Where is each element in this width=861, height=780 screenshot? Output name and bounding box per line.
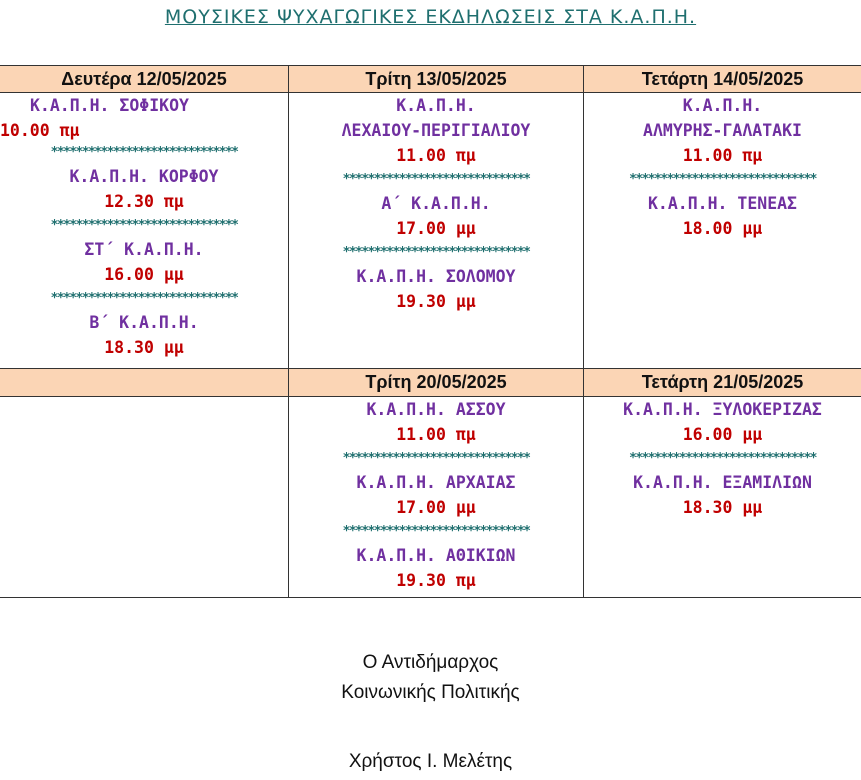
event-time: 16.00 μμ [682, 425, 763, 444]
header-empty [0, 368, 288, 397]
header-monday-12: Δευτέρα 12/05/2025 [0, 65, 288, 93]
event-name: ΣΤ΄ Κ.Α.Π.Η. [84, 240, 204, 259]
event-time: 12.30 πμ [104, 192, 184, 211]
event-time: 11.00 πμ [396, 146, 476, 165]
signature-role-line2: Κοινωνικής Πολιτικής [341, 682, 520, 703]
event-time: 18.00 μμ [682, 219, 763, 238]
header-wednesday-14: Τετάρτη 14/05/2025 [583, 65, 861, 93]
header-tuesday-13: Τρίτη 13/05/2025 [288, 65, 583, 93]
event-name: Κ.Α.Π.Η. ΑΡΧΑΙΑΣ [356, 473, 516, 492]
cell-empty [0, 397, 288, 598]
event-name: Κ.Α.Π.Η. ΕΞΑΜΙΛΙΩΝ [633, 473, 812, 492]
signature-name: Χρήστος Ι. Μελέτης [348, 751, 513, 772]
event-item [289, 93, 583, 168]
event-time: 16.00 μμ [104, 265, 184, 284]
event-name: Β΄ Κ.Α.Π.Η. [89, 313, 199, 332]
separator: ****************************** [342, 245, 530, 260]
header-wednesday-21: Τετάρτη 21/05/2025 [583, 368, 861, 397]
event-name: Κ.Α.Π.Η. ΣΟΦΙΚΟΥ [30, 96, 189, 115]
event-time: 10.00 πμ [0, 121, 80, 140]
event-name: Κ.Α.Π.Η. ΞΥΛΟΚΕΡΙΖΑΣ [623, 400, 822, 419]
separator: ****************************** [50, 291, 238, 306]
separator: ****************************** [629, 172, 816, 187]
event-name: Κ.Α.Π.Η. ΚΟΡΦΟΥ [69, 167, 219, 186]
event-item [289, 470, 583, 520]
event-item [289, 397, 583, 447]
cell-wednesday-14 [583, 93, 861, 368]
event-time: 17.00 μμ [396, 219, 476, 238]
event-name: Α΄ Κ.Α.Π.Η. [381, 194, 491, 213]
event-time: 11.00 πμ [396, 425, 476, 444]
event-name-line2: ΑΛΜΥΡΗΣ-ΓΑΛΑΤΑΚΙ [643, 121, 802, 140]
event-name: Κ.Α.Π.Η. ΑΘΙΚΙΩΝ [356, 546, 516, 565]
event-item [0, 237, 288, 287]
event-time: 18.30 μμ [104, 338, 184, 357]
event-name-line1: Κ.Α.Π.Η. [682, 96, 763, 115]
separator: ****************************** [50, 218, 238, 233]
separator: ****************************** [342, 524, 530, 539]
event-item [289, 543, 583, 593]
separator: ****************************** [50, 145, 238, 160]
event-item [0, 310, 288, 360]
event-name: Κ.Α.Π.Η. ΑΣΣΟΥ [366, 400, 506, 419]
cell-tuesday-20 [288, 397, 583, 598]
event-time: 19.30 πμ [396, 571, 476, 590]
event-item [289, 264, 583, 314]
event-name: Κ.Α.Π.Η. ΤΕΝΕΑΣ [647, 194, 797, 213]
separator: ****************************** [629, 451, 816, 466]
header-tuesday-20: Τρίτη 20/05/2025 [288, 368, 583, 397]
separator: ****************************** [342, 451, 530, 466]
event-item [0, 93, 288, 143]
cell-wednesday-21 [583, 397, 861, 598]
event-time: 17.00 μμ [396, 498, 476, 517]
event-name-line2: ΛΕΧΑΙΟΥ-ΠΕΡΙΓΙΑΛΙΟΥ [341, 121, 531, 140]
event-item [584, 470, 861, 520]
event-name-line1: Κ.Α.Π.Η. [396, 96, 476, 115]
event-item [584, 397, 861, 447]
page-title: ΜΟΥΣΙΚΕΣ ΨΥΧΑΓΩΓΙΚΕΣ ΕΚΔΗΛΩΣΕΙΣ ΣΤΑ Κ.Α.Π.Η. [164, 6, 697, 28]
event-time: 19.30 μμ [396, 292, 476, 311]
schedule-table [0, 65, 861, 598]
cell-monday-12 [0, 93, 288, 368]
event-item [584, 93, 861, 168]
event-item [0, 164, 288, 214]
event-time: 18.30 μμ [682, 498, 763, 517]
event-time: 11.00 πμ [682, 146, 763, 165]
signature-role-line1: Ο Αντιδήμαρχος [362, 652, 499, 673]
separator: ****************************** [342, 172, 530, 187]
event-name: Κ.Α.Π.Η. ΣΟΛΟΜΟΥ [356, 267, 516, 286]
cell-tuesday-13 [288, 93, 583, 368]
event-item [289, 191, 583, 241]
event-item [584, 191, 861, 241]
